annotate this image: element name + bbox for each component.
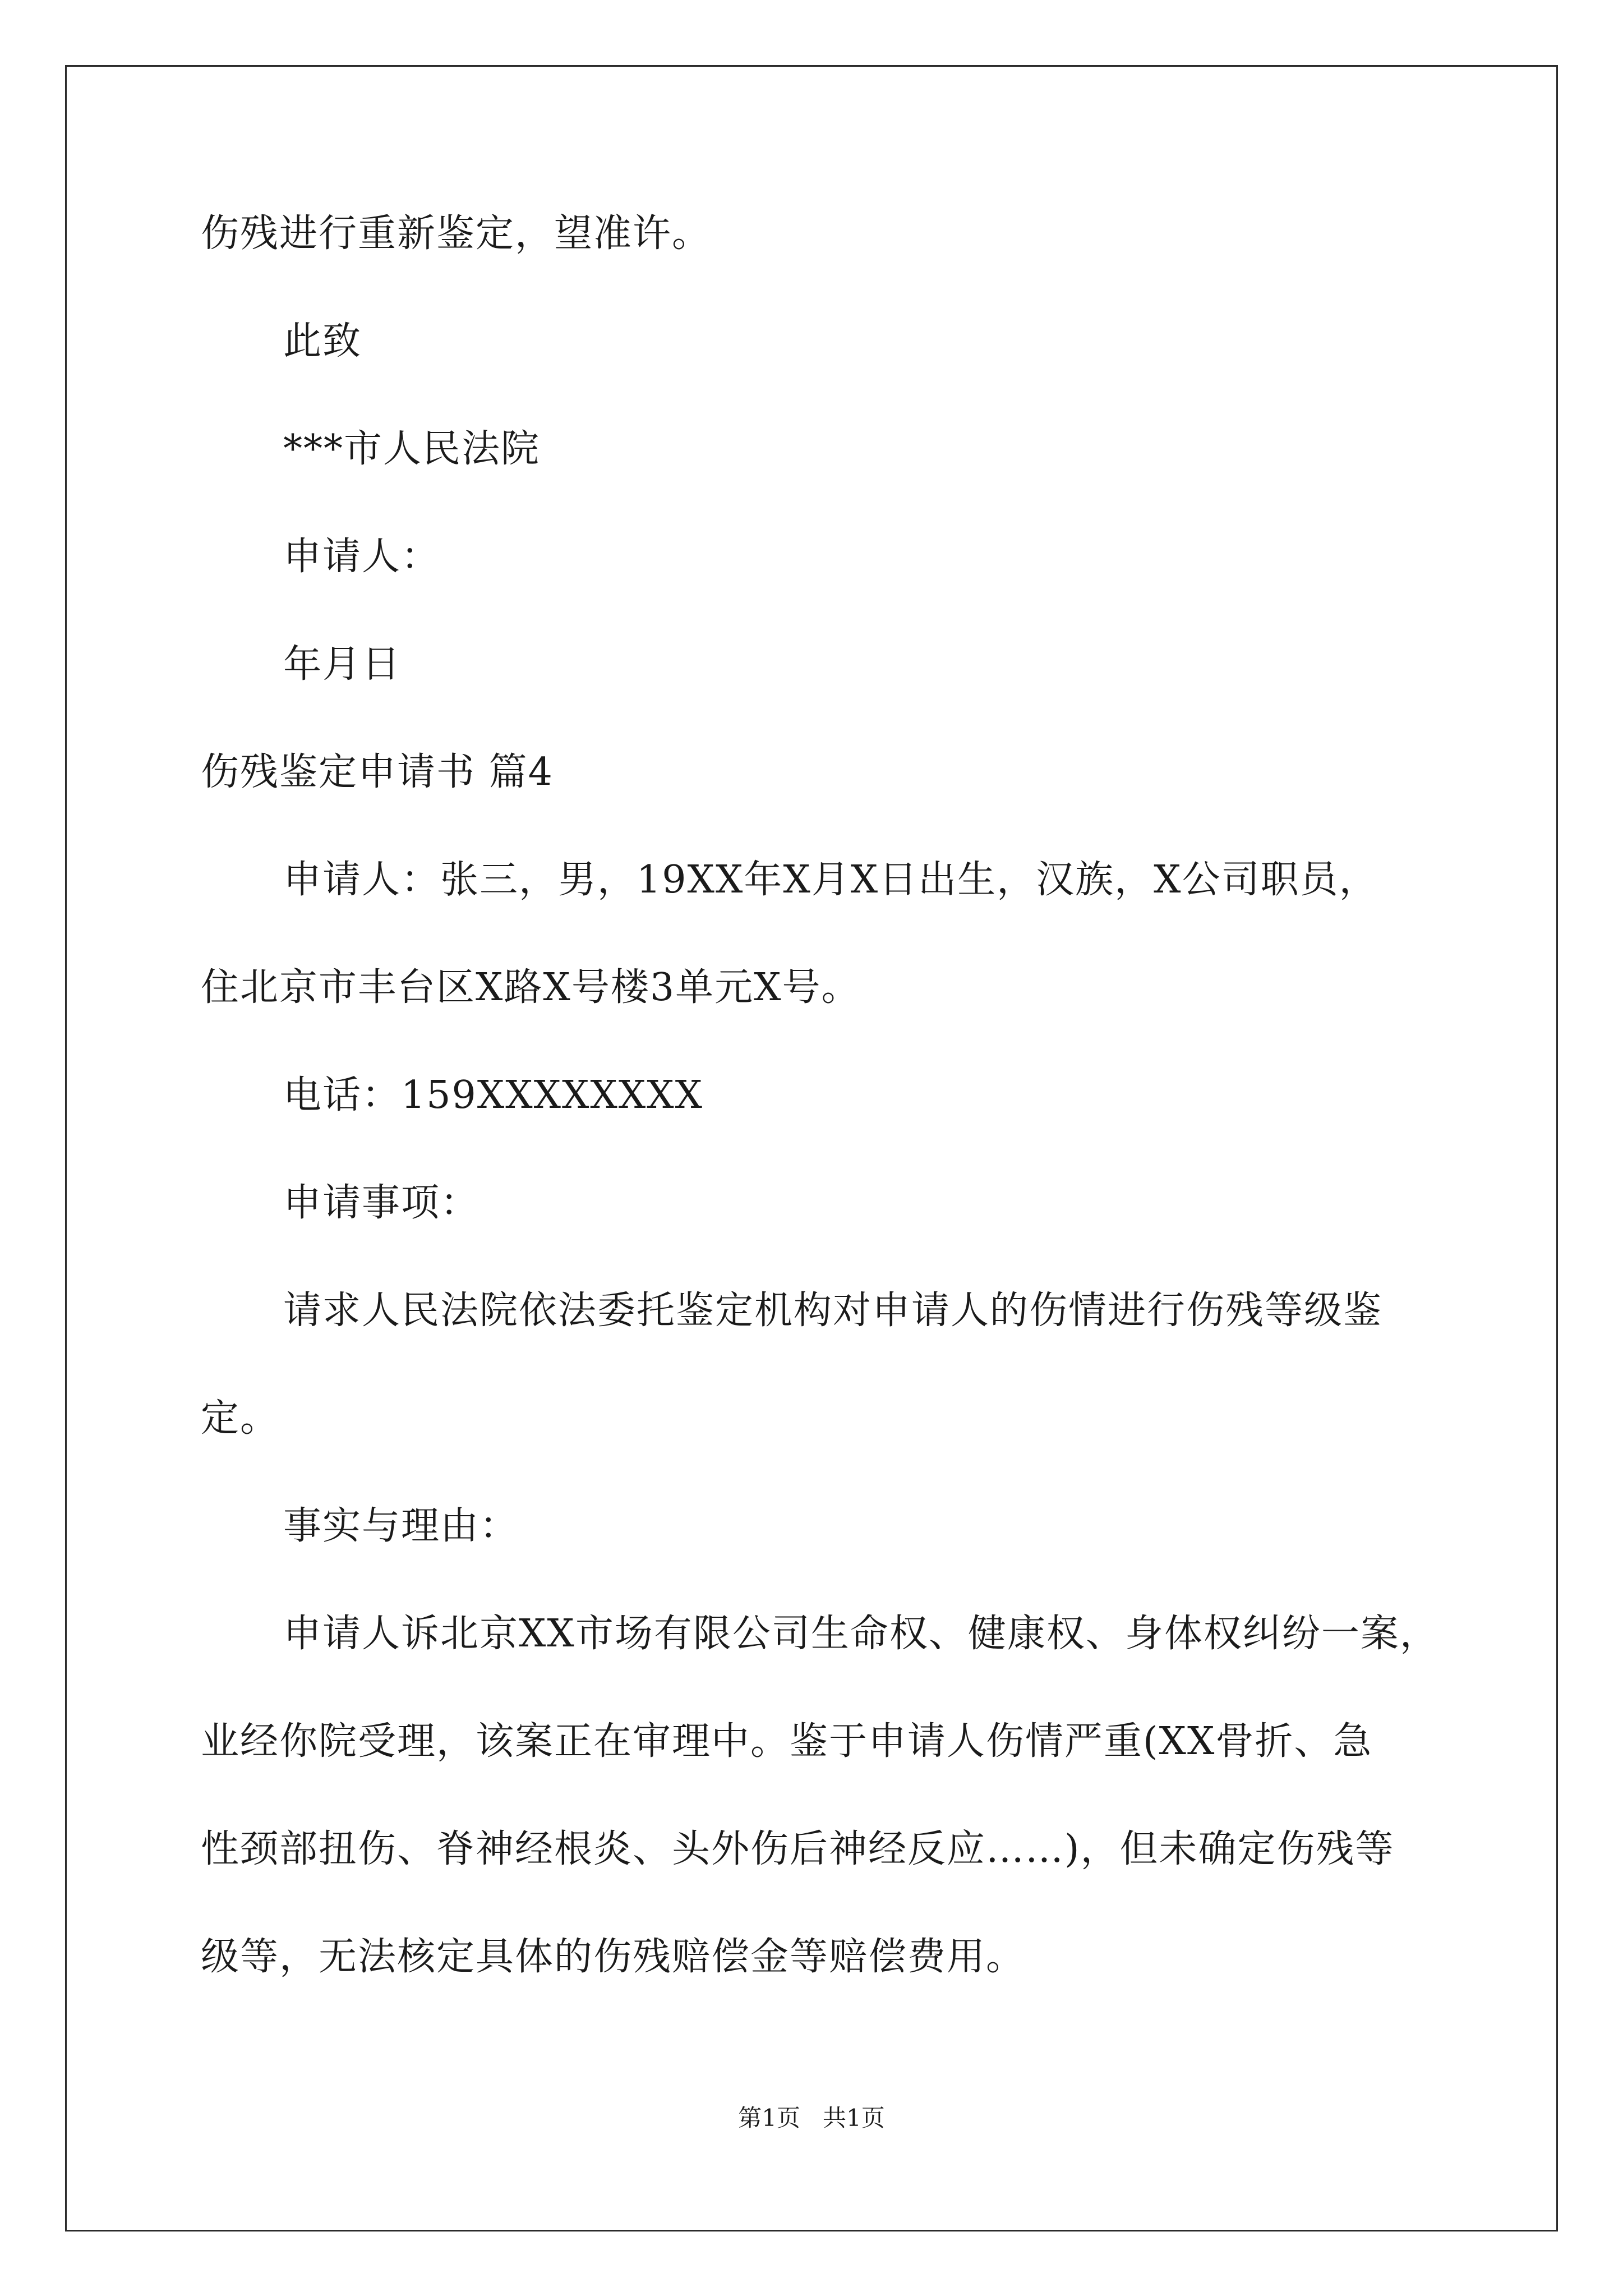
- section-heading: 伤残鉴定申请书 篇4: [201, 750, 554, 794]
- text-line: 定。: [201, 1396, 280, 1441]
- applicant-signature: 申请人：: [283, 535, 441, 579]
- text-line: 请求人民法院依法委托鉴定机构对申请人的伤情进行伤残等级鉴: [283, 1289, 1383, 1333]
- text-line: 申请人诉北京XX市场有限公司生命权、健康权、身体权纠纷一案，: [283, 1612, 1439, 1656]
- text-line: 业经你院受理，该案正在审理中。鉴于申请人伤情严重(XX骨折、急: [201, 1719, 1373, 1764]
- text-line: 性颈部扭伤、脊神经根炎、头外伤后神经反应……)，但未确定伤残等: [201, 1827, 1395, 1871]
- salutation: 此致: [283, 319, 362, 364]
- text-line: 住北京市丰台区X路X号楼3单元X号。: [201, 965, 861, 1010]
- text-line: 伤残进行重新鉴定，望准许。: [201, 211, 712, 256]
- date-line: 年月日: [283, 642, 402, 687]
- page-footer: 第1页 共1页: [738, 2104, 885, 2132]
- subheading: 事实与理由：: [283, 1504, 519, 1548]
- phone-line: 电话：159XXXXXXXX: [283, 1073, 704, 1117]
- text-line: 申请人：张三，男，19XX年X月X日出生，汉族，X公司职员，: [283, 858, 1378, 902]
- recipient: ***市人民法院: [283, 427, 541, 471]
- page-frame: [65, 65, 1558, 2231]
- text-line: 级等，无法核定具体的伤残赔偿金等赔偿费用。: [201, 1935, 1026, 1979]
- subheading: 申请事项：: [283, 1181, 480, 1225]
